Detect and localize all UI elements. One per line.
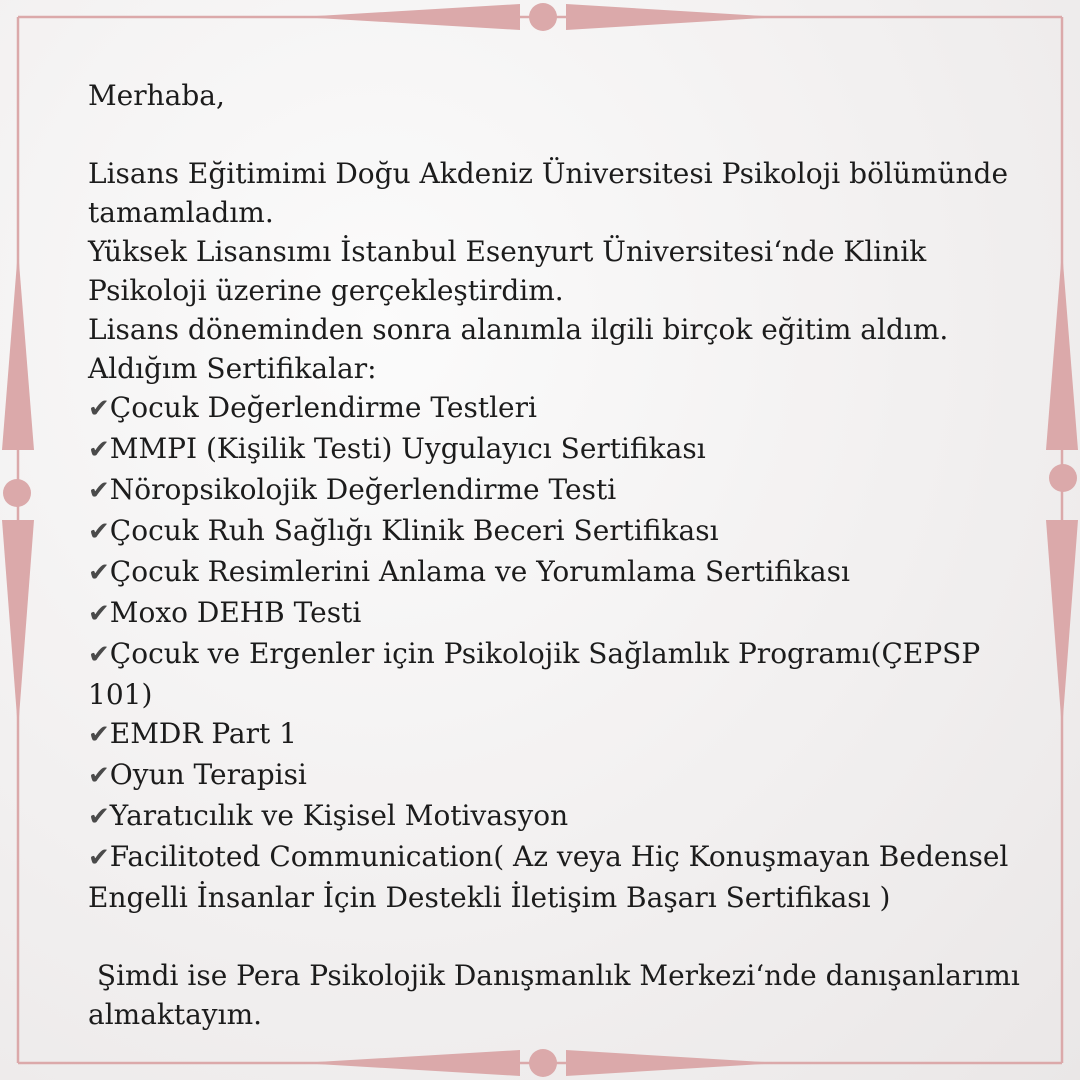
certificate-label: Çocuk ve Ergenler için Psikolojik Sağlamlık Programı(ÇEPSP 101) [88,637,990,711]
certificate-item [88,552,1048,593]
certificate-label: Nöropsikolojik Değerlendirme Testi [109,473,617,506]
check-icon: ✔ [88,599,110,629]
certificate-item [88,796,1048,837]
certificate-label: Çocuk Değerlendirme Testleri [109,391,537,424]
education-line: Lisans Eğitimimi Doğu Akdeniz Üniversitesi Psikoloji bölümünde tamamladım. [88,157,1017,229]
certificate-item [88,388,1048,429]
letter-body [88,76,1048,1034]
certificate-item [88,634,1048,714]
certificate-label: Çocuk Resimlerini Anlama ve Yorumlama Sertifikası [109,555,850,588]
education-line: Lisans döneminden sonra alanımla ilgili birçok eğitim aldım. [88,313,949,346]
certificate-item [88,837,1048,917]
certificate-label: Moxo DEHB Testi [109,596,362,629]
certificate-item [88,755,1048,796]
certificate-label: Facilitoted Communication( Az veya Hiç Konuşmayan Bedensel Engelli İnsanlar İçin Destekli İletişim Başarı Sertifikası ) [88,840,1018,914]
check-icon: ✔ [88,476,110,506]
check-icon: ✔ [88,720,110,750]
certificate-item [88,511,1048,552]
check-icon: ✔ [88,640,110,670]
check-icon: ✔ [88,761,110,791]
spacer [88,115,1048,154]
greeting: Merhaba, [88,79,225,112]
certificate-label: Oyun Terapisi [109,758,307,791]
certificate-label: EMDR Part 1 [109,717,297,750]
certificates-heading: Aldığım Sertifikalar: [88,352,377,385]
certificate-item [88,470,1048,511]
closing-paragraph: Şimdi ise Pera Psikolojik Danışmanlık Merkezi‘nde danışanlarımı almaktayım. [88,959,1029,1031]
certificate-label: Çocuk Ruh Sağlığı Klinik Beceri Sertifikası [109,514,719,547]
spacer [88,917,1048,956]
check-icon: ✔ [88,435,110,465]
certificate-item [88,593,1048,634]
certificate-item [88,714,1048,755]
check-icon: ✔ [88,394,110,424]
certificate-item [88,429,1048,470]
check-icon: ✔ [88,843,110,873]
check-icon: ✔ [88,558,110,588]
certificate-label: Yaratıcılık ve Kişisel Motivasyon [109,799,569,832]
certificate-label: MMPI (Kişilik Testi) Uygulayıcı Sertifikası [109,432,706,465]
check-icon: ✔ [88,802,110,832]
check-icon: ✔ [88,517,110,547]
education-line: Yüksek Lisansımı İstanbul Esenyurt Üniversitesi‘nde Klinik Psikoloji üzerine gerçekleştirdim. [88,235,936,307]
